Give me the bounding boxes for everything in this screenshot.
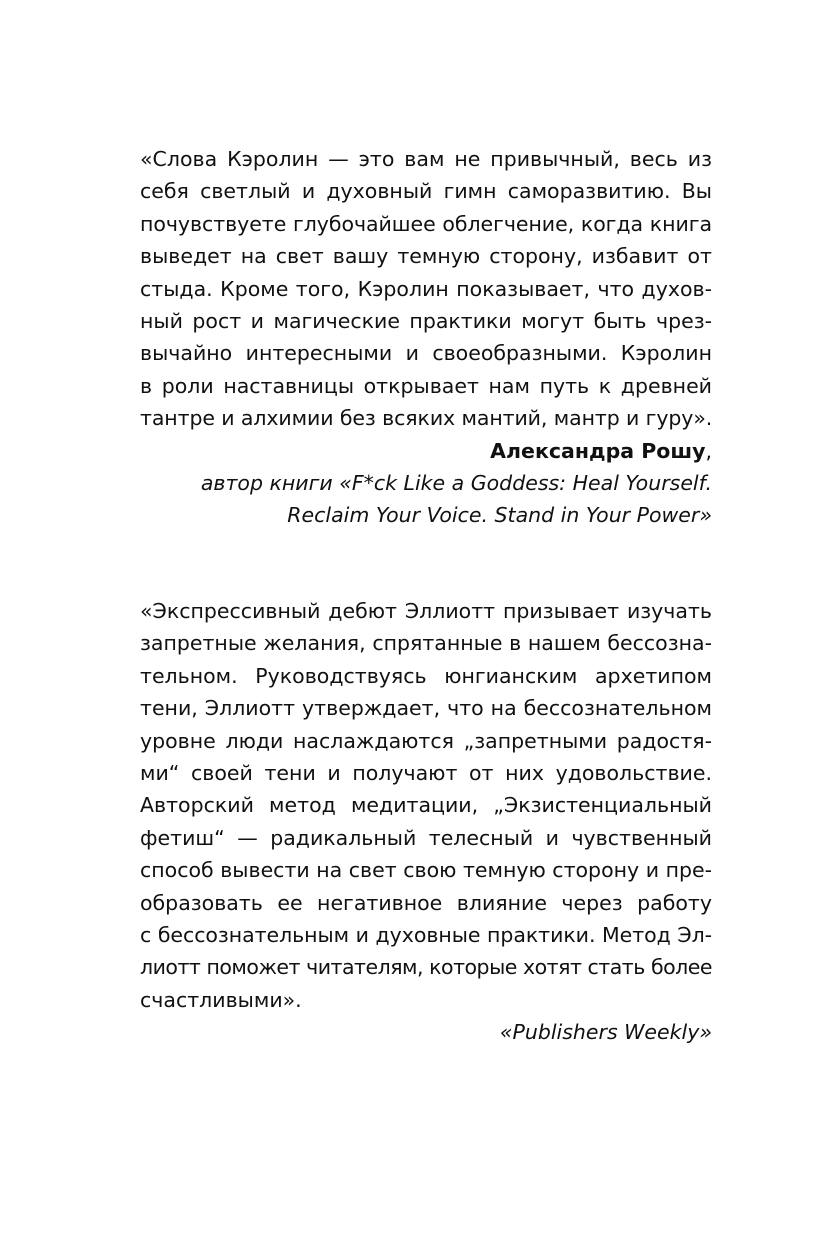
review-line: запретные желания, спрятанные в нашем бессозна- [140,631,712,656]
review-line: тантре и алхимии без всяких мантий, мантр и гуру». [140,406,713,431]
review-line: способ вывести на свет свою темную сторону и пре- [140,858,712,883]
review-quote-rosu [140,143,712,532]
review-line: в роли наставницы открывает нам путь к древней [140,373,712,398]
review-line: тени, Эллиотт утверждает, что на бессознательном [140,696,712,721]
review-line: себя светлый и духовный гимн саморазвитию. Вы [140,179,712,204]
review-line: ный рост и магические практики могут быть чрез- [140,308,712,333]
review-quote-publishers-weekly [140,595,712,1048]
review-line: «Слова Кэролин — это вам не привычный, весь из [140,147,712,171]
review-line: почувствуете глубочайшее облегчение, когда книга [140,211,712,236]
review-author: Александра Рошу, [490,438,712,463]
author-note-line: Reclaim Your Voice. Stand in Your Power» [287,503,712,528]
review-line: выведет на свет вашу темную сторону, избавит от [140,244,712,269]
review-line: с бессознательным и духовные практики. Метод Эл- [140,922,712,947]
review-line: фетиш“ — радикальный телесный и чувственный [140,825,712,850]
review-line: уровне люди наслаждаются „запретными радостя- [140,728,712,753]
author-note-line: автор книги «F*ck Like a Goddess: Heal Yourself. [200,470,712,495]
review-line: Авторский метод медитации, „Экзистенциальный [140,793,712,818]
review-line: «Экспрессивный дебют Эллиотт призывает изучать [140,599,712,623]
review-line: лиотт поможет читателям, которые хотят стать более [140,955,712,980]
review-line: образовать ее негативное влияние через работу [140,890,712,915]
review-line: вычайно интересными и своеобразными. Кэролин [140,341,712,366]
review-line: стыда. Кроме того, Кэролин показывает, что духов- [140,276,712,301]
author-name: Александра Рошу [490,438,706,463]
review-line: тельном. Руководствуясь юнгианским архетипом [140,663,712,688]
review-line: ми“ своей тени и получают от них удовольствие. [140,760,712,785]
review-source: «Publishers Weekly» [499,1020,712,1045]
review-line: счастливыми». [140,987,302,1012]
